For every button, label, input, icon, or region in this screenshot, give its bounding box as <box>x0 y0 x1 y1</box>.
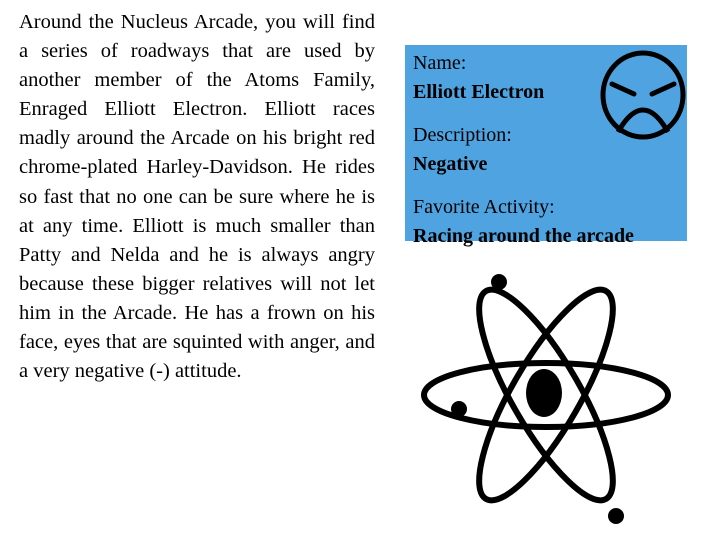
atom-icon <box>418 255 674 535</box>
character-info-card <box>405 45 687 247</box>
description-value: Negative <box>413 153 488 175</box>
activity-label: Favorite Activity: <box>413 196 555 218</box>
name-value: Elliott Electron <box>413 81 545 103</box>
story-paragraph: Around the Nucleus Arcade, you will find a series of roadways that are used by another member of the Atoms Family, Enraged Elliott Electron. Elliott races madly around the Arcade on his bright red chrome-plated Harley-Davidson. He rides so fast that no one can be sure where he is at any time. Elliott is much smaller than Patty and Nelda and he is always angry because these bigger relatives will not let him in the Arcade. He has a frown on his face, eyes that are squinted with anger, and a very negative (-) attitude. <box>19 11 375 383</box>
description-label: Description: <box>413 124 512 146</box>
activity-value: Racing around the arcade <box>413 225 634 247</box>
angry-face-icon <box>600 50 686 140</box>
name-label: Name: <box>413 52 467 74</box>
activity-field <box>413 193 687 251</box>
